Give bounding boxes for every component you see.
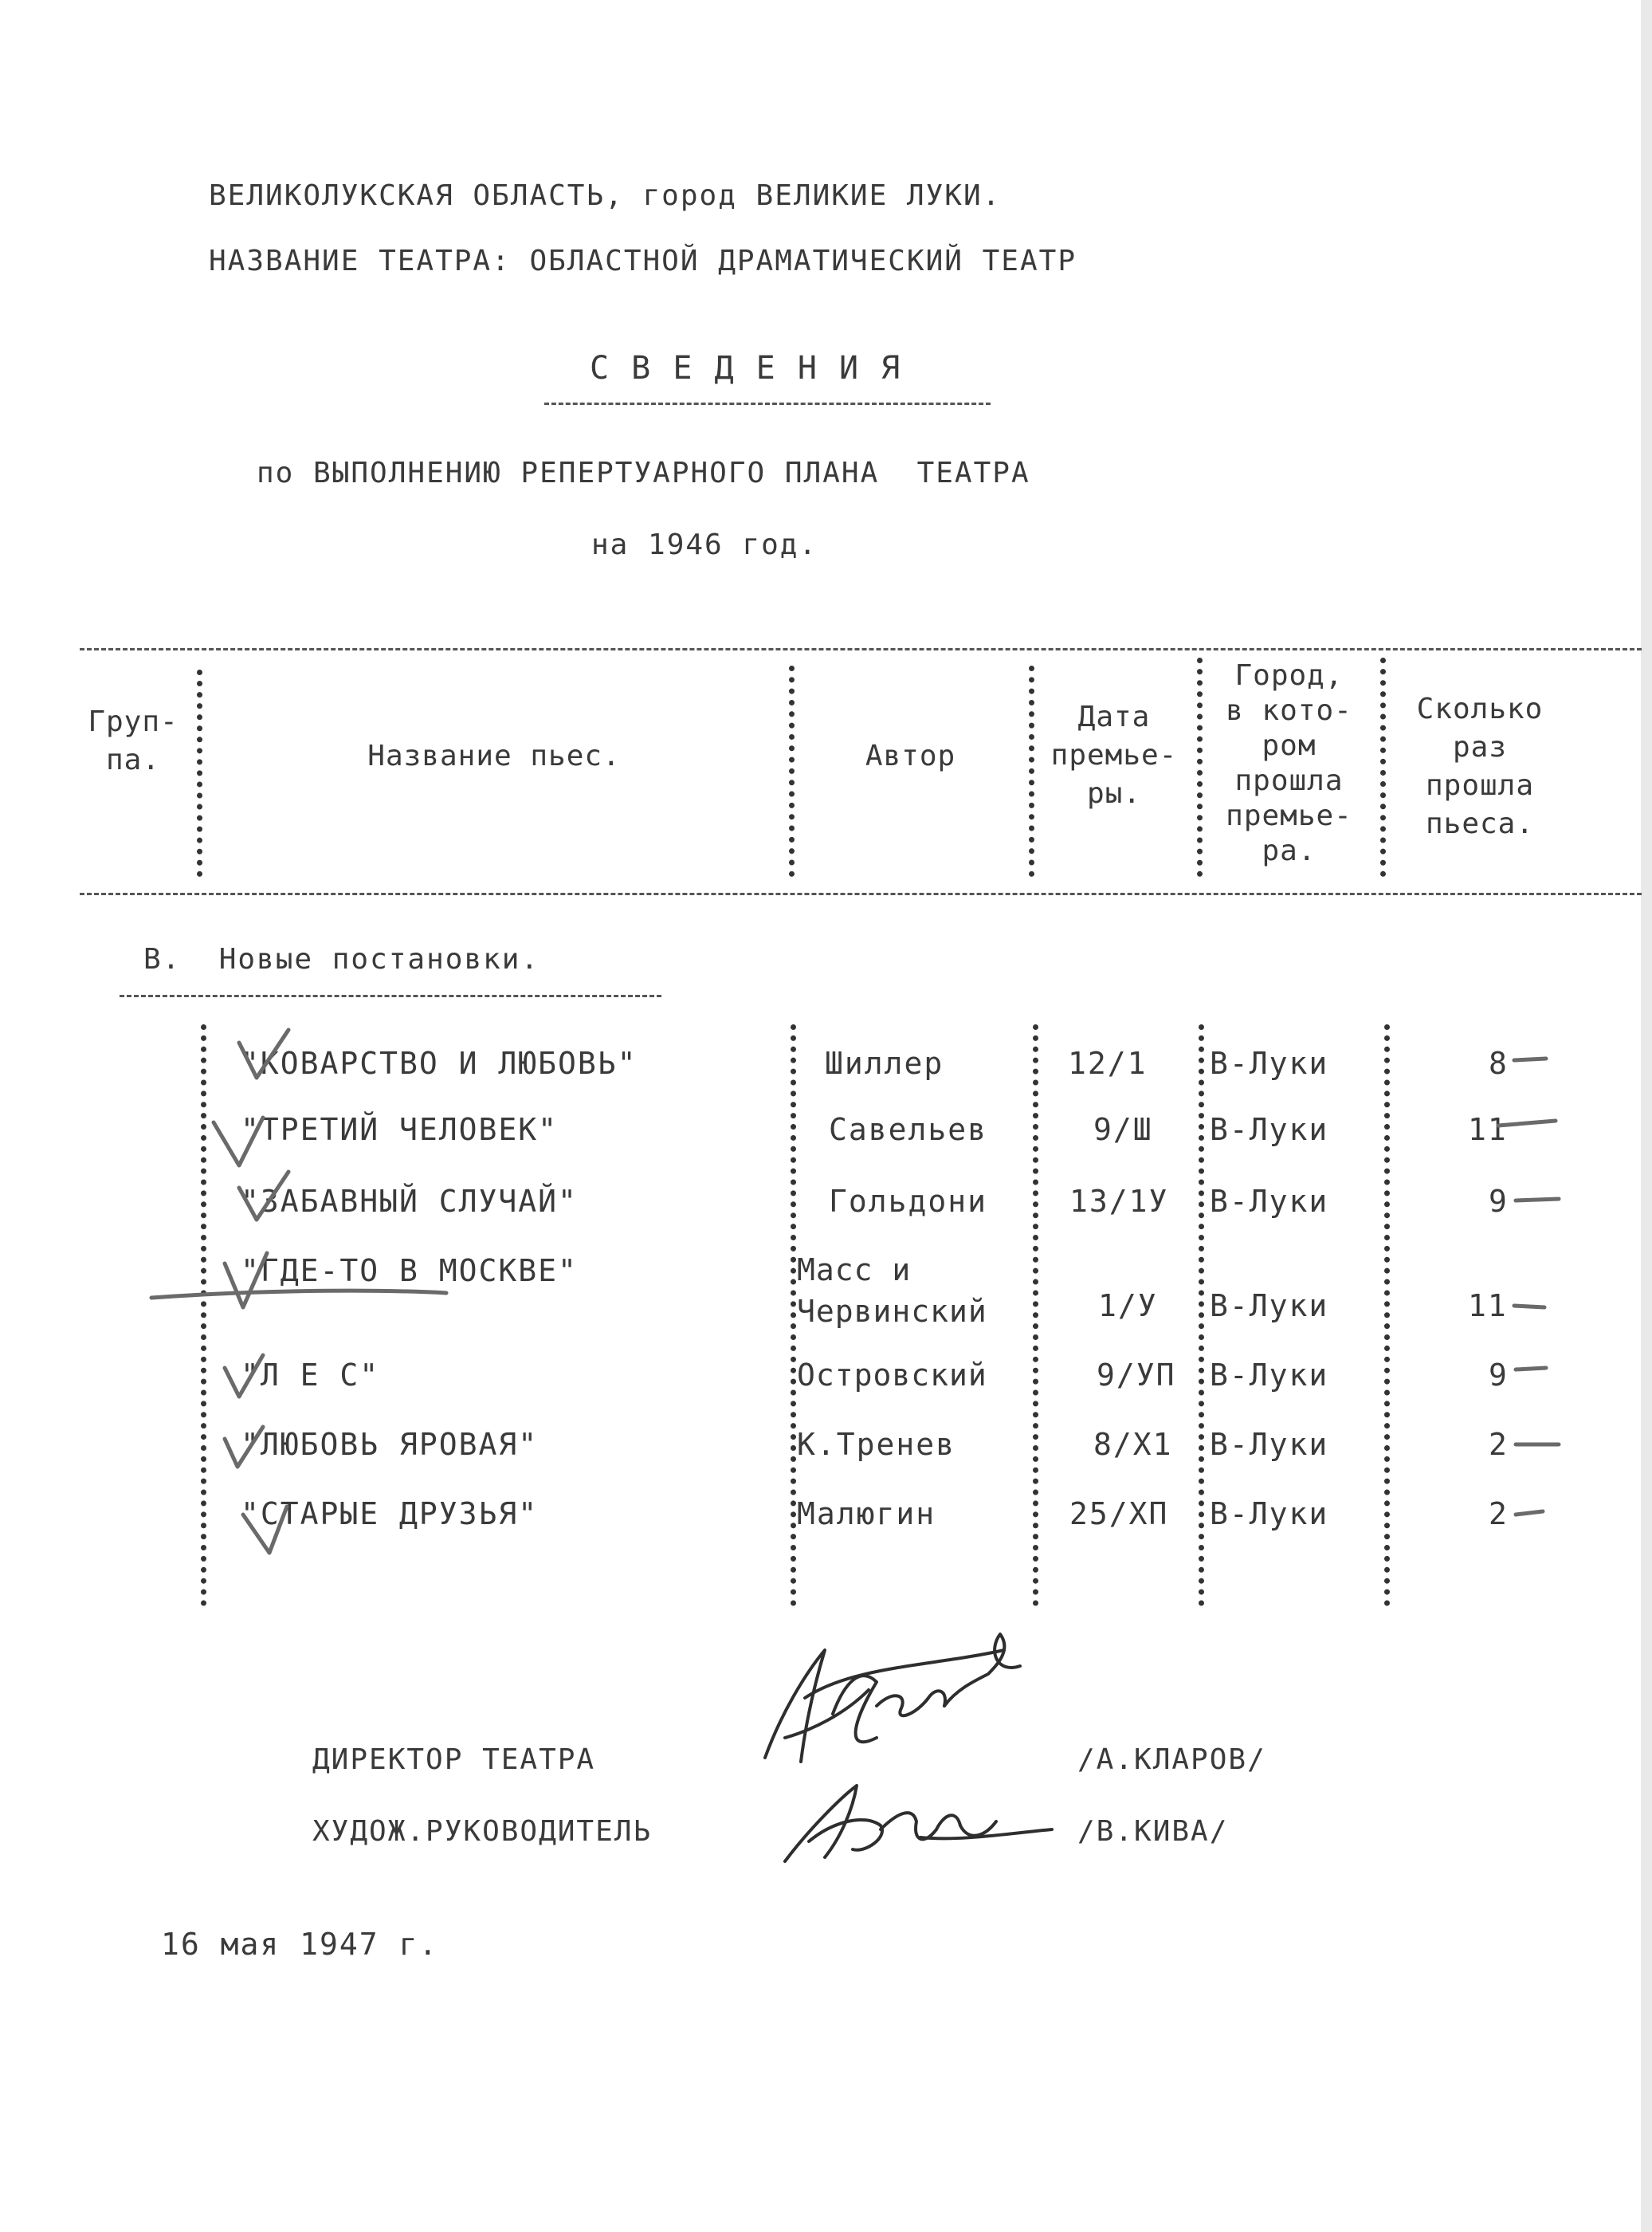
premiere-date: 8/Х1 (1093, 1427, 1173, 1462)
column-header-author: Автор (865, 740, 956, 772)
column-header-premiere-city: Город, в кото- ром прошла премье- ра. (1226, 659, 1352, 867)
premiere-city: В-Луки (1210, 1288, 1329, 1323)
art-director-signature (777, 1766, 1064, 1869)
premiere-date: 1/У (1098, 1288, 1158, 1323)
document-subtitle: по ВЫПОЛНЕНИЮ РЕПЕРТУАРНОГО ПЛАНА ТЕАТРА (257, 457, 1030, 489)
art-director-label: ХУДОЖ.РУКОВОДИТЕЛЬ (312, 1815, 653, 1848)
play-title: "Л Е С" (241, 1358, 380, 1393)
premiere-city: В-Луки (1210, 1496, 1329, 1531)
report-year: на 1946 год. (591, 529, 818, 561)
play-title: "ЛЮБОВЬ ЯРОВАЯ" (241, 1427, 539, 1462)
premiere-date: 12/1 (1068, 1046, 1148, 1081)
play-title: "ГДЕ-ТО В МОСКВЕ" (241, 1253, 578, 1288)
premiere-city: В-Луки (1210, 1046, 1329, 1081)
premiere-date: 9/Ш (1093, 1112, 1153, 1147)
play-author: К.Тренев (797, 1427, 956, 1462)
play-author: Островский (797, 1358, 987, 1393)
document-title: С В Е Д Е Н И Я (590, 350, 902, 387)
premiere-date: 13/1У (1069, 1184, 1169, 1219)
play-title: "ЗАБАВНЫЙ СЛУЧАЙ" (241, 1184, 578, 1219)
director-signature (757, 1618, 1028, 1778)
column-header-title: Название пьес. (367, 740, 621, 772)
performance-count: 11 (1468, 1288, 1508, 1323)
column-header-group: Груп- па. (88, 705, 179, 776)
play-author: Шиллер (825, 1046, 944, 1081)
section-label: В. Новые постановки. (143, 943, 540, 976)
play-author: Масс и Червинский (797, 1252, 987, 1329)
premiere-city: В-Луки (1210, 1112, 1329, 1147)
play-title: "КОВАРСТВО И ЛЮБОВЬ" (241, 1046, 638, 1081)
performance-count: 11 (1468, 1112, 1508, 1147)
performance-count: 9 (1489, 1184, 1509, 1219)
premiere-city: В-Луки (1210, 1427, 1329, 1462)
performance-count: 9 (1489, 1358, 1509, 1393)
performance-count: 2 (1489, 1427, 1509, 1462)
theatre-line: НАЗВАНИЕ ТЕАТРА: ОБЛАСТНОЙ ДРАМАТИЧЕСКИЙ ТЕАТР (209, 245, 1077, 277)
play-author: Гольдони (829, 1184, 988, 1219)
region-line: ВЕЛИКОЛУКСКАЯ ОБЛАСТЬ, город ВЕЛИКИЕ ЛУКИ. (209, 179, 1002, 212)
premiere-city: В-Луки (1210, 1358, 1329, 1393)
premiere-date: 25/ХП (1069, 1496, 1169, 1531)
play-author: Малюгин (797, 1496, 936, 1531)
director-name: /А.КЛАРОВ/ (1077, 1743, 1266, 1776)
premiere-city: В-Луки (1210, 1184, 1329, 1219)
play-title: "СТАРЫЕ ДРУЗЬЯ" (241, 1496, 539, 1531)
play-author: Савельев (829, 1112, 988, 1147)
performance-count: 2 (1489, 1496, 1509, 1531)
column-header-performance-count: Сколько раз прошла пьеса. (1416, 693, 1544, 840)
play-title: "ТРЕТИЙ ЧЕЛОВЕК" (241, 1112, 559, 1147)
column-header-premiere-date: Дата премье- ры. (1050, 701, 1178, 810)
premiere-date: 9/УП (1097, 1358, 1176, 1393)
document-date: 16 мая 1947 г. (161, 1927, 439, 1962)
director-label: ДИРЕКТОР ТЕАТРА (312, 1743, 596, 1776)
performance-count: 8 (1489, 1046, 1509, 1081)
art-director-name: /В.КИВА/ (1077, 1815, 1229, 1848)
